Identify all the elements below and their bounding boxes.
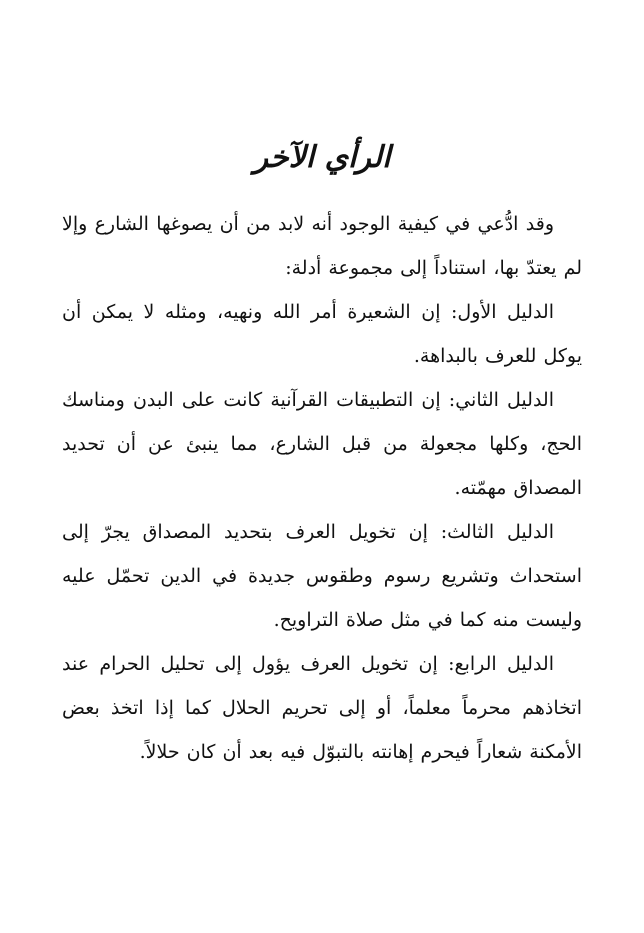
paragraph-intro: وقد ادُّعي في كيفية الوجود أنه لابد من أن يصوغها الشارع وإلا لم يعتدّ بها، استناداً إلى مجموعة أدلة: [62, 213, 582, 279]
paragraph-evidence-2: الدليل الثاني: إن التطبيقات القرآنية كانت على البدن ومناسك الحج، وكلها مجعولة من قبل الشارع، مما ينبئ عن أن تحديد المصداق مهمّته. [62, 389, 582, 499]
body-text [62, 202, 582, 774]
paragraph-evidence-3: الدليل الثالث: إن تخويل العرف بتحديد المصداق يجرّ إلى استحداث وتشريع رسوم وطقوس جديدة في الدين تحمّل عليه وليست منه كما في مثل صلاة التراويح. [62, 521, 582, 631]
paragraph-evidence-4: الدليل الرابع: إن تخويل العرف يؤول إلى تحليل الحرام عند اتخاذهم محرماً معلماً، أو إلى تحريم الحلال كما إذا اتخذ بعض الأمكنة شعاراً فيحرم إهانته بالتبوّل فيه بعد أن كان حلالاً. [62, 653, 582, 763]
section-heading: الرأي الآخر [253, 140, 391, 175]
paragraph-evidence-1: الدليل الأول: إن الشعيرة أمر الله ونهيه، ومثله لا يمكن أن يوكل للعرف بالبداهة. [62, 301, 582, 367]
